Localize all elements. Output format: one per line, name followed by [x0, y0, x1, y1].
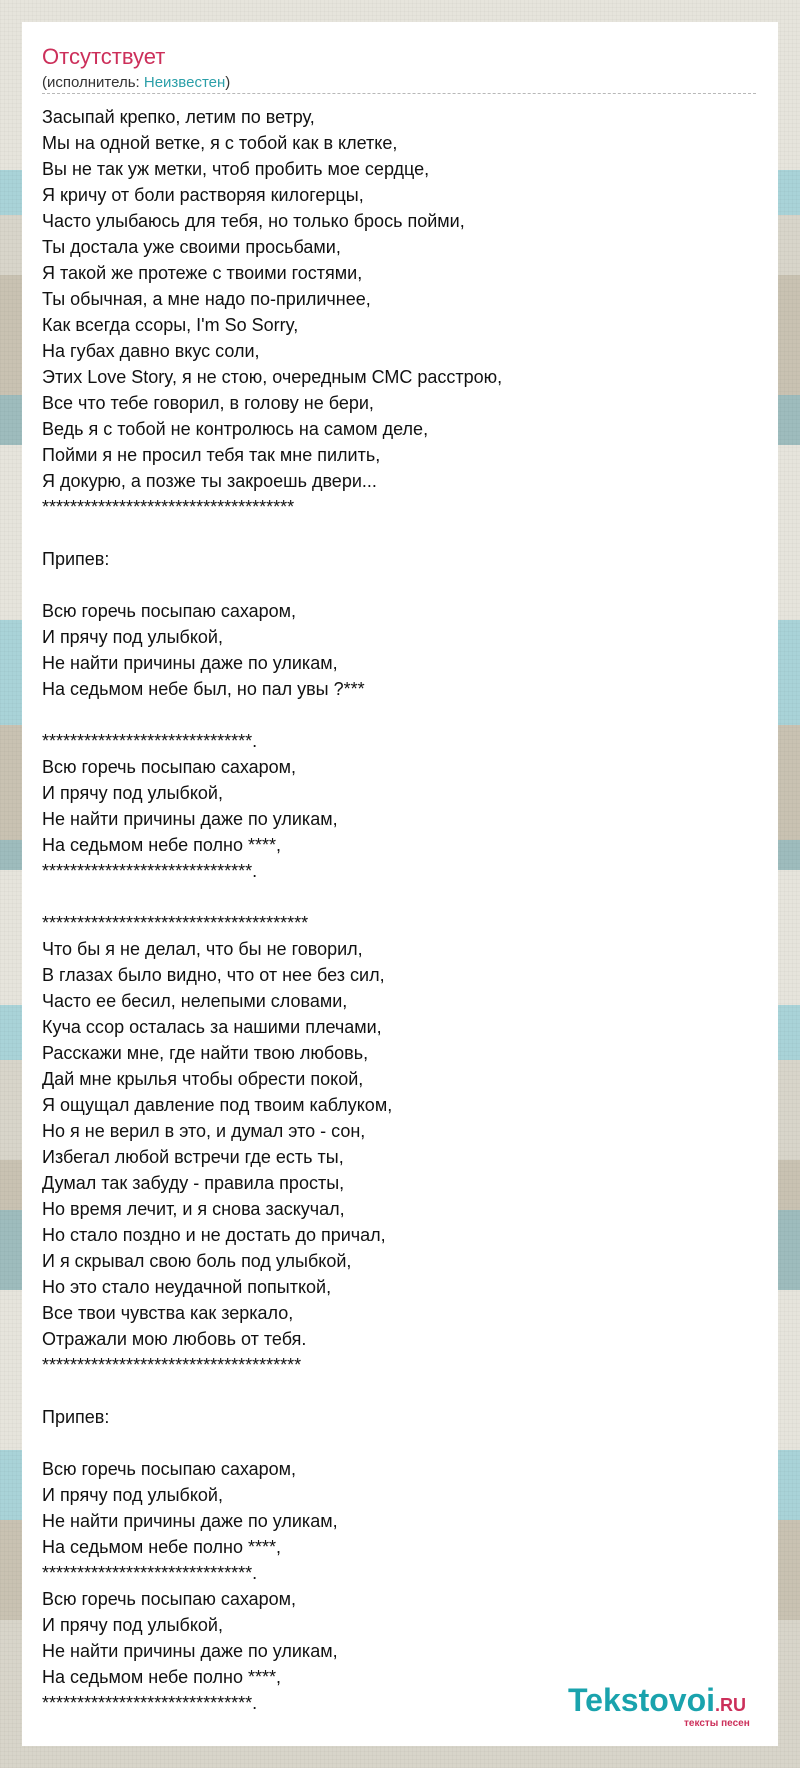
lyric-line: На седьмом небе полно ****,	[42, 1537, 281, 1557]
lyric-line: На седьмом небе был, но пал увы ?***	[42, 679, 365, 699]
lyric-line: Всю горечь посыпаю сахаром,	[42, 1459, 297, 1479]
lyric-line: Думал так забуду - правила просты,	[42, 1173, 345, 1193]
performer-line	[42, 74, 230, 91]
lyric-line: Расскажи мне, где найти твою любовь,	[42, 1043, 369, 1063]
performer-suffix: )	[225, 74, 231, 91]
lyric-line: Этих Love Story, я не стою, очередным СМС расстрою,	[42, 367, 503, 387]
site-logo[interactable]	[568, 1682, 768, 1728]
lyric-line: Ведь я с тобой не контролюсь на самом деле,	[42, 419, 429, 439]
lyric-line: Но время лечит, и я снова заскучал,	[42, 1199, 345, 1219]
lyric-line: *************************************	[42, 1355, 302, 1375]
lyric-line: Часто ее бесил, нелепыми словами,	[42, 991, 348, 1011]
lyric-line: Засыпай крепко, летим по ветру,	[42, 107, 315, 127]
lyric-line: Часто улыбаюсь для тебя, но только брось пойми,	[42, 211, 465, 231]
lyric-line: Но стало поздно и не достать до причал,	[42, 1225, 386, 1245]
lyric-line	[42, 572, 758, 598]
lyric-line: Дай мне крылья чтобы обрести покой,	[42, 1069, 364, 1089]
lyric-line: Ты обычная, а мне надо по-приличнее,	[42, 289, 371, 309]
lyric-line: Я кричу от боли растворяя килогерцы,	[42, 185, 364, 205]
lyric-line: Куча ссор осталась за нашими плечами,	[42, 1017, 382, 1037]
lyric-line: На седьмом небе полно ****,	[42, 835, 281, 855]
lyric-line	[42, 1430, 758, 1456]
lyric-line: Всю горечь посыпаю сахаром,	[42, 1589, 297, 1609]
lyric-line: И я скрывал свою боль под улыбкой,	[42, 1251, 352, 1271]
lyric-line: ************************************	[42, 497, 295, 517]
logo-main-text: Tekstovoi	[568, 1682, 715, 1718]
lyric-line: И прячу под улыбкой,	[42, 1485, 223, 1505]
lyric-line: Ты достала уже своими просьбами,	[42, 237, 341, 257]
lyrics-text	[42, 104, 758, 1716]
lyric-line: Как всегда ссоры, I'm So Sorry,	[42, 315, 299, 335]
lyric-line: Я докурю, а позже ты закроешь двери...	[42, 471, 377, 491]
song-title: Отсутствует	[42, 44, 166, 69]
header-divider	[42, 93, 756, 94]
lyric-line: **************************************	[42, 913, 309, 933]
lyric-line: И прячу под улыбкой,	[42, 1615, 223, 1635]
logo-tagline: тексты песен	[684, 1718, 750, 1729]
lyric-line: Не найти причины даже по уликам,	[42, 653, 338, 673]
lyric-line: Мы на одной ветке, я с тобой как в клетке,	[42, 133, 398, 153]
lyric-line	[42, 702, 758, 728]
lyrics-card	[22, 22, 778, 1746]
lyric-line: Все что тебе говорил, в голову не бери,	[42, 393, 374, 413]
lyric-line: Не найти причины даже по уликам,	[42, 1511, 338, 1531]
lyric-line	[42, 520, 758, 546]
lyric-line: Но я не верил в это, и думал это - сон,	[42, 1121, 366, 1141]
lyric-line: Припев:	[42, 1407, 110, 1427]
lyric-line: Отражали мою любовь от тебя.	[42, 1329, 307, 1349]
lyric-line: Пойми я не просил тебя так мне пилить,	[42, 445, 381, 465]
lyric-line: Всю горечь посыпаю сахаром,	[42, 757, 297, 777]
lyric-line: Вы не так уж метки, чтоб пробить мое сердце,	[42, 159, 430, 179]
lyric-line: И прячу под улыбкой,	[42, 627, 223, 647]
lyric-line: И прячу под улыбкой,	[42, 783, 223, 803]
lyric-line: Я такой же протеже с твоими гостями,	[42, 263, 363, 283]
lyric-line: Я ощущал давление под твоим каблуком,	[42, 1095, 393, 1115]
lyric-line	[42, 1378, 758, 1404]
performer-prefix: (исполнитель:	[42, 74, 144, 91]
performer-link[interactable]: Неизвестен	[143, 74, 226, 91]
lyric-line: ******************************.	[42, 1693, 258, 1713]
lyric-line: Все твои чувства как зеркало,	[42, 1303, 294, 1323]
lyric-line: ******************************.	[42, 1563, 258, 1583]
lyric-line: Избегал любой встречи где есть ты,	[42, 1147, 344, 1167]
lyric-line: ******************************.	[42, 861, 258, 881]
lyric-line: В глазах было видно, что от нее без сил,	[42, 965, 385, 985]
lyric-line: Припев:	[42, 549, 110, 569]
lyric-line: ******************************.	[42, 731, 258, 751]
logo-wordmark	[568, 1682, 746, 1719]
lyric-line: Но это стало неудачной попыткой,	[42, 1277, 332, 1297]
lyric-line: На губах давно вкус соли,	[42, 341, 260, 361]
lyric-line	[42, 884, 758, 910]
lyric-line: Что бы я не делал, что бы не говорил,	[42, 939, 363, 959]
lyric-line: Не найти причины даже по уликам,	[42, 1641, 338, 1661]
lyric-line: Всю горечь посыпаю сахаром,	[42, 601, 297, 621]
logo-tld: .RU	[715, 1695, 746, 1715]
lyric-line: На седьмом небе полно ****,	[42, 1667, 281, 1687]
lyric-line: Не найти причины даже по уликам,	[42, 809, 338, 829]
